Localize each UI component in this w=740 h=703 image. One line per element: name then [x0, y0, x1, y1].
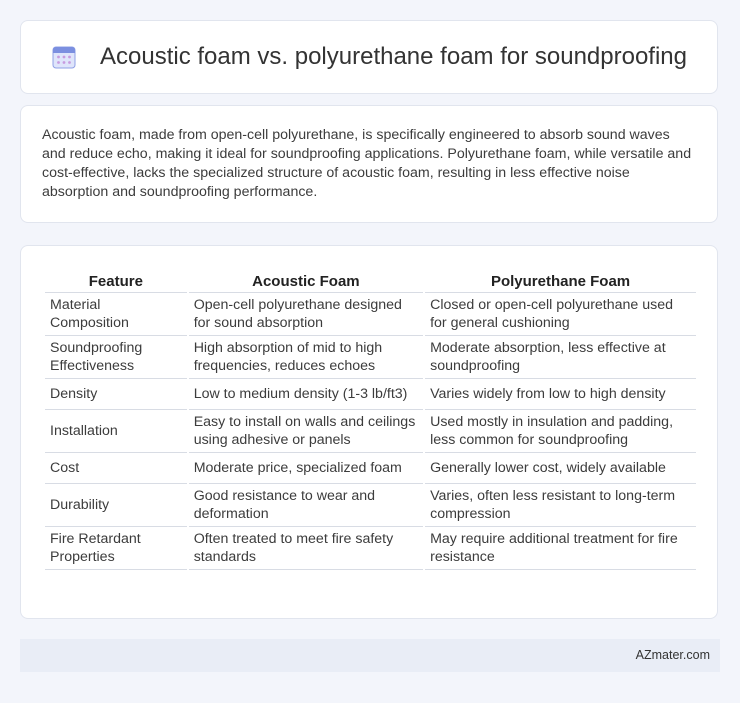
acoustic-foam-cell: Low to medium density (1-3 lb/ft3)	[189, 379, 423, 410]
acoustic-foam-cell: Open-cell polyurethane designed for sound absorption	[189, 293, 423, 336]
polyurethane-foam-cell: Closed or open-cell polyurethane used for general cushioning	[425, 293, 696, 336]
footer-brand: AZmater.com	[635, 648, 710, 662]
feature-cell: Installation	[45, 410, 187, 453]
acoustic-foam-cell: Moderate price, specialized foam	[189, 453, 423, 484]
table-row	[45, 379, 696, 410]
feature-cell: Cost	[45, 453, 187, 484]
comparison-table	[43, 262, 698, 570]
polyurethane-foam-cell: Generally lower cost, widely available	[425, 453, 696, 484]
footer-bar	[20, 639, 720, 672]
feature-cell: Material Composition	[45, 293, 187, 336]
feature-cell: Fire Retardant Properties	[45, 527, 187, 570]
acoustic-foam-cell: Often treated to meet fire safety standards	[189, 527, 423, 570]
acoustic-foam-cell: Good resistance to wear and deformation	[189, 484, 423, 527]
column-header-feature: Feature	[45, 262, 187, 293]
feature-cell: Durability	[45, 484, 187, 527]
polyurethane-foam-cell: Varies, often less resistant to long-term compression	[425, 484, 696, 527]
intro-card	[20, 105, 718, 223]
acoustic-foam-cell: High absorption of mid to high frequencies, reduces echoes	[189, 336, 423, 379]
title-card	[20, 20, 718, 94]
acoustic-foam-cell: Easy to install on walls and ceilings using adhesive or panels	[189, 410, 423, 453]
comparison-card	[20, 245, 718, 619]
feature-cell: Density	[45, 379, 187, 410]
column-header-acoustic-foam: Acoustic Foam	[189, 262, 423, 293]
table-header-row	[45, 262, 696, 293]
table-row	[45, 527, 696, 570]
polyurethane-foam-cell: Used mostly in insulation and padding, less common for soundproofing	[425, 410, 696, 453]
column-header-polyurethane-foam: Polyurethane Foam	[425, 262, 696, 293]
polyurethane-foam-cell: Varies widely from low to high density	[425, 379, 696, 410]
table-row	[45, 453, 696, 484]
page-title: Acoustic foam vs. polyurethane foam for soundproofing	[100, 43, 687, 70]
feature-cell: Soundproofing Effectiveness	[45, 336, 187, 379]
intro-paragraph: Acoustic foam, made from open-cell polyurethane, is specifically engineered to absorb sound waves and reduce echo, making it ideal for soundproofing applications. Polyurethane foam, while versatile and cost-effective, lacks the specialized structure of acoustic foam, resulting in less effective noise absorption and soundproofing performance.	[42, 127, 692, 200]
table-row	[45, 484, 696, 527]
table-row	[45, 410, 696, 453]
table-row	[45, 336, 696, 379]
polyurethane-foam-cell: May require additional treatment for fire resistance	[425, 527, 696, 570]
polyurethane-foam-cell: Moderate absorption, less effective at soundproofing	[425, 336, 696, 379]
table-row	[45, 293, 696, 336]
calendar-icon	[50, 43, 78, 71]
